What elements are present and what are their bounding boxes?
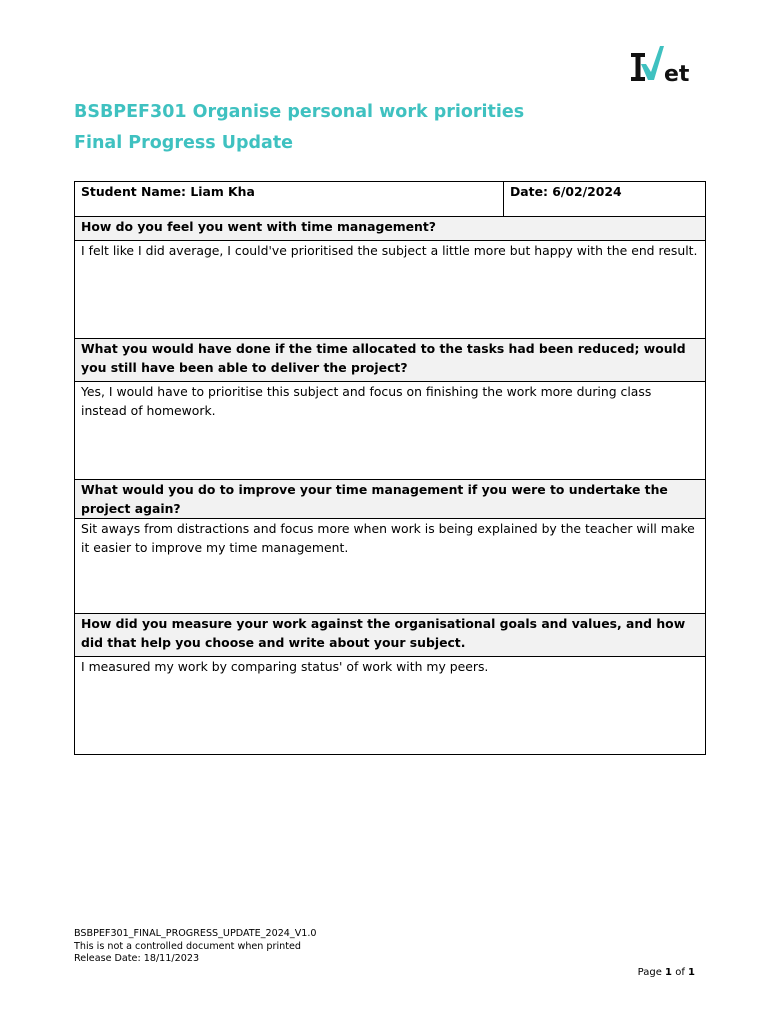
svg-text:et: et <box>664 62 690 84</box>
document-subtitle: Final Progress Update <box>74 133 294 153</box>
answer-4: I measured my work by comparing status' of work with my peers. <box>75 657 706 755</box>
footer <box>74 928 317 966</box>
header-row <box>75 182 706 217</box>
page-prefix: Page <box>637 967 662 978</box>
answer-row <box>75 519 706 614</box>
footer-release-date: Release Date: 18/11/2023 <box>74 953 200 964</box>
question-row <box>75 614 706 657</box>
answer-row <box>75 657 706 755</box>
ivet-logo <box>630 44 694 84</box>
question-2: What you would have done if the time allocated to the tasks had been reduced; would you still have been able to deliver the project? <box>75 339 706 382</box>
student-name-cell: Student Name: Liam Kha <box>75 182 504 217</box>
answer-3: Sit aways from distractions and focus more when work is being explained by the teacher will make it easier to improve my time management. <box>75 519 706 614</box>
question-3: What would you do to improve your time management if you were to undertake the project again? <box>75 480 706 519</box>
footer-doc-code: BSBPEF301_FINAL_PROGRESS_UPDATE_2024_V1.0 <box>74 928 317 939</box>
page-current: 1 <box>665 967 673 978</box>
page-total: 1 <box>688 967 695 978</box>
question-row <box>75 217 706 241</box>
question-row <box>75 480 706 519</box>
ivet-logo-icon <box>630 44 694 84</box>
question-1: How do you feel you went with time management? <box>75 217 706 241</box>
question-4: How did you measure your work against the organisational goals and values, and how did that help you choose and write about your subject. <box>75 614 706 657</box>
page-of: of <box>675 967 685 978</box>
answer-row <box>75 382 706 480</box>
answer-row <box>75 241 706 339</box>
progress-update-table <box>74 181 706 755</box>
answer-2: Yes, I would have to prioritise this subject and focus on finishing the work more during class instead of homework. <box>75 382 706 480</box>
question-row <box>75 339 706 382</box>
answer-1: I felt like I did average, I could've prioritised the subject a little more but happy with the end result. <box>75 241 706 339</box>
date-cell: Date: 6/02/2024 <box>504 182 706 217</box>
document-title: BSBPEF301 Organise personal work priorities <box>74 102 525 122</box>
page-number <box>638 967 695 978</box>
footer-note: This is not a controlled document when printed <box>74 940 301 952</box>
